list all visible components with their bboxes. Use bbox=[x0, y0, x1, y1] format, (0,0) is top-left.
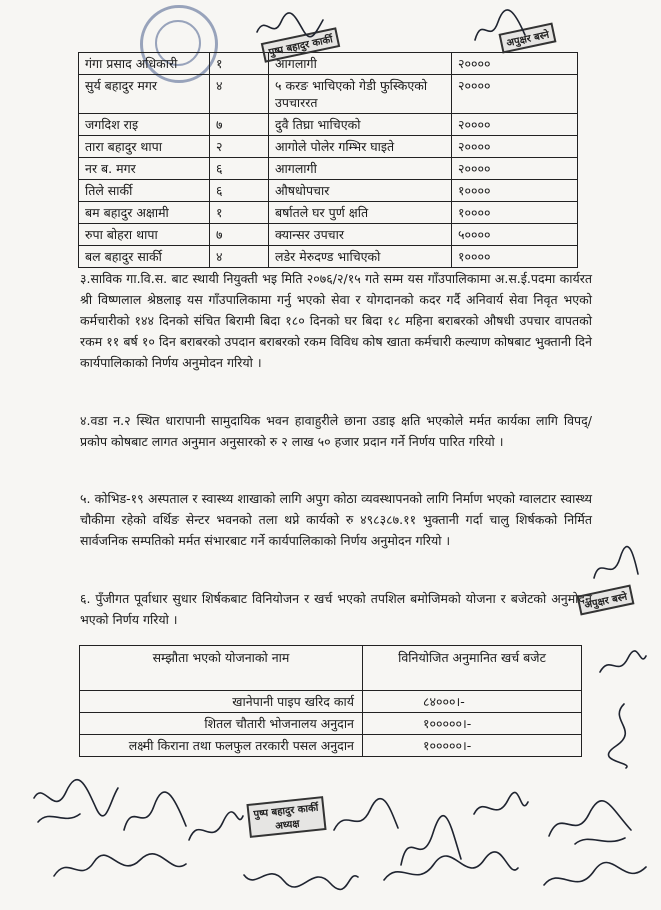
relief-amount-cell: २०००० bbox=[452, 53, 578, 75]
table-row bbox=[79, 202, 578, 224]
table-row bbox=[79, 158, 578, 180]
table-row bbox=[79, 180, 578, 202]
paragraph-5: ५. कोभिड-१९ अस्पताल र स्वास्थ्य शाखाको लागि अपुग कोठा व्यवस्थापनको लागि निर्माण भएको ग्वालटार स्वास्थ्य चौकीमा रहेको वर्थिङ सेन्टर भवनको तला थप्ने कार्यको रु ४९८३८७.११ भुक्तानी गर्दा चालु शिर्षकको निर्मित सार्वजनिक सम्पतिको मर्मत संभारबाट गर्ने कार्यपालिकाको निर्णय अनुमोदन गरियो । bbox=[80, 491, 592, 548]
table-row bbox=[80, 735, 582, 757]
relief-ward-cell: ७ bbox=[210, 114, 269, 136]
plan-amount-cell: १०००००।- bbox=[363, 713, 582, 735]
relief-ward-cell: ४ bbox=[210, 246, 269, 268]
stamp-name: अपुक्षर बस्ने bbox=[583, 591, 629, 612]
relief-ward-cell: ६ bbox=[210, 158, 269, 180]
table-row bbox=[79, 75, 578, 114]
relief-name-cell: रुपा बोहरा थापा bbox=[79, 224, 210, 246]
plan-amount-cell: १०००००।- bbox=[363, 735, 582, 757]
relief-ward-cell: २ bbox=[210, 136, 269, 158]
relief-name-cell: बम बहादुर अक्षामी bbox=[79, 202, 210, 224]
table-row bbox=[79, 114, 578, 136]
signature-right-2 bbox=[598, 650, 648, 680]
signature-bottom-11 bbox=[540, 855, 650, 900]
relief-reason-cell: क्यान्सर उपचार bbox=[269, 224, 452, 246]
stamp-name: पुष्प बहादुर कार्की bbox=[267, 34, 334, 59]
stamp-name: पुष्प बहादुर कार्की bbox=[253, 802, 319, 821]
signature-bottom-9 bbox=[240, 855, 360, 895]
plan-name-cell: खानेपानी पाइप खरिद कार्य bbox=[80, 691, 363, 713]
signature-bottom-3 bbox=[185, 810, 245, 850]
relief-reason-cell: ५ करङ भाचिएको गेडी फुस्किएको उपचाररत bbox=[269, 75, 452, 114]
relief-ward-cell: ४ bbox=[210, 75, 269, 114]
relief-reason-cell: बर्षातले घर पुर्ण क्षति bbox=[269, 202, 452, 224]
relief-amount-cell: २०००० bbox=[452, 75, 578, 114]
paragraph-6: ६. पुँजीगत पूर्वाधार सुधार शिर्षकबाट विनियोजन र खर्च भएको तपशिल बमोजिमको योजना र बजेटको अनुमोदन भएको निर्णय गरियो । bbox=[80, 591, 592, 627]
relief-ward-cell: ७ bbox=[210, 224, 269, 246]
chairperson-stamp-bottom bbox=[246, 796, 326, 838]
table-row bbox=[79, 246, 578, 268]
relief-amount-cell: १०००० bbox=[452, 246, 578, 268]
plan-amount-cell: ८४०००।- bbox=[363, 691, 582, 713]
relief-name-cell: सुर्य बहादुर मगर bbox=[79, 75, 210, 114]
stamp-name: अपुक्षर बस्ने bbox=[505, 29, 551, 50]
relief-amount-cell: १०००० bbox=[452, 180, 578, 202]
table-row bbox=[80, 691, 582, 713]
signature-bottom-8 bbox=[50, 850, 190, 890]
signature-bottom-6 bbox=[470, 790, 530, 830]
relief-amount-cell: १०००० bbox=[452, 202, 578, 224]
relief-reason-cell: आगलागी bbox=[269, 158, 452, 180]
relief-name-cell: तिले सार्की bbox=[79, 180, 210, 202]
relief-amount-cell: २०००० bbox=[452, 136, 578, 158]
signature-bottom-2 bbox=[120, 790, 190, 840]
relief-ward-cell: १ bbox=[210, 53, 269, 75]
relief-name-cell: जगदिश राइ bbox=[79, 114, 210, 136]
relief-ward-cell: ६ bbox=[210, 180, 269, 202]
paragraph-3: ३.साविक गा.वि.स. बाट स्थायी नियुक्ती भइ मिति २०७६/२/१५ गते सम्म यस गाँउपालिकामा अ.स.ई.पदमा कार्यरत श्री विष्णलाल श्रेष्ठलाइ यस गाँउपालिकामा गर्नु भएको सेवा र योगदानको कदर गर्दै अनिवार्य सेवा निवृत भएको कर्मचारीको १४४ दिनको संचित बिरामी बिदा १८० दिनको घर बिदा १८ महिना बराबरको औषधी उपचार वापतको रकम ११ बर्ष १० दिन बराबरको उपदान बराबरको रकम विविध कोष खाता कर्मचारी कल्याण कोषबाट भुक्तानी दिने कार्यपालिकाको निर्णय अनुमोदन गरियो । bbox=[80, 271, 592, 370]
relief-reason-cell: औषधोपचार bbox=[269, 180, 452, 202]
relief-reason-cell: लडेर मेरुदण्ड भाचिएको bbox=[269, 246, 452, 268]
relief-reason-cell: दुवै तिघ्रा भाचिएको bbox=[269, 114, 452, 136]
relief-amount-cell: २०००० bbox=[452, 114, 578, 136]
table-row bbox=[79, 224, 578, 246]
signature-bottom-7 bbox=[545, 800, 635, 850]
relief-name-cell: बल बहादुर सार्की bbox=[79, 246, 210, 268]
relief-amount-cell: ५०००० bbox=[452, 224, 578, 246]
relief-ward-cell: १ bbox=[210, 202, 269, 224]
signature-bottom-4 bbox=[330, 800, 400, 840]
plan-name-cell: शितल चौतारी भोजनालय अनुदान bbox=[80, 713, 363, 735]
relief-reason-cell: आगोले पोलेर गम्भिर घाइते bbox=[269, 136, 452, 158]
relief-reason-cell: आगलागी bbox=[269, 53, 452, 75]
plan-header-budget: विनियोजित अनुमानित खर्च बजेट bbox=[363, 646, 582, 691]
stamp-title: अध्यक्ष bbox=[274, 818, 301, 833]
signature-bottom-10 bbox=[380, 850, 520, 895]
table-row bbox=[80, 713, 582, 735]
plan-name-cell: लक्ष्मी किराना तथा फलफुल तरकारी पसल अनुदान bbox=[80, 735, 363, 757]
relief-name-cell: नर ब. मगर bbox=[79, 158, 210, 180]
relief-table bbox=[78, 52, 578, 268]
signature-right-1 bbox=[590, 548, 640, 588]
plan-header-name: सम्झौता भएको योजनाको नाम bbox=[80, 646, 363, 691]
signature-top-middle bbox=[255, 12, 325, 42]
paragraph-4: ४.वडा न.२ स्थित धारापानी सामुदायिक भवन हावाहुरीले छाना उडाइ क्षति भएकोले मर्मत कार्यका लागि विपद्/प्रकोप कोषबाट लागत अनुमान अनुसारको रु २ लाख ५० हजार प्रदान गर्ने निर्णय पारित गरियो । bbox=[80, 413, 592, 449]
table-row bbox=[79, 53, 578, 75]
relief-amount-cell: २०००० bbox=[452, 158, 578, 180]
relief-name-cell: गंगा प्रसाद अधिकारी bbox=[79, 53, 210, 75]
table-row bbox=[79, 136, 578, 158]
signature-bottom-1 bbox=[30, 778, 120, 828]
signature-right-3 bbox=[604, 700, 644, 770]
signature-top-right bbox=[470, 10, 530, 50]
plan-budget-table bbox=[79, 645, 582, 757]
relief-name-cell: तारा बहादुर थापा bbox=[79, 136, 210, 158]
